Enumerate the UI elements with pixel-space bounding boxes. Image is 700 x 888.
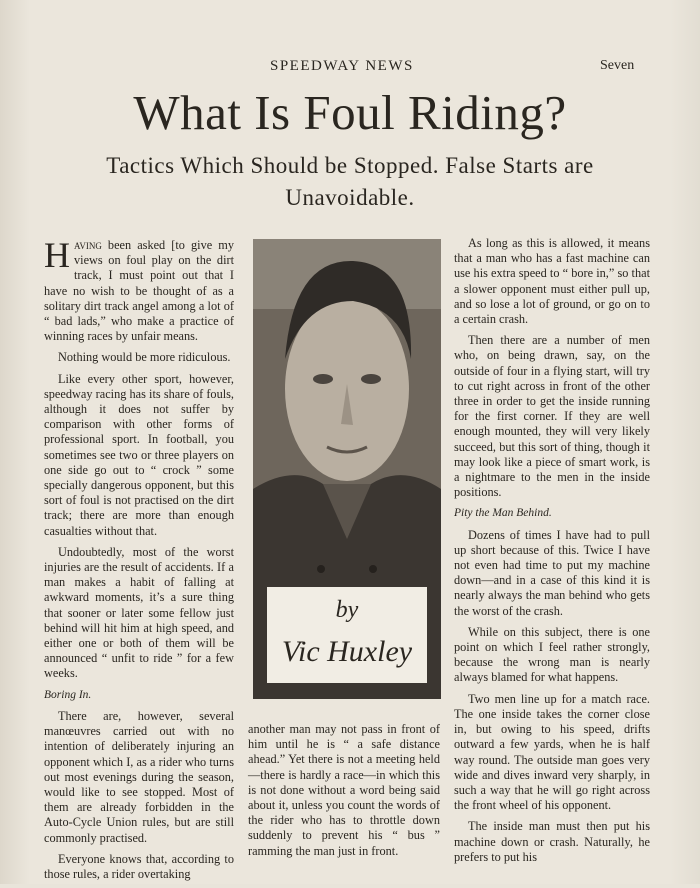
paragraph: While on this subject, there is one point on which I feel rather strongly, because the wrong man is nearly always blamed for what happens. [454,624,650,685]
drop-cap: H [44,235,70,275]
paragraph: Everyone knows that, according to those rules, a rider overtaking [44,851,234,881]
paragraph: Undoubtedly, most of the worst injuries are the result of accidents. If a man makes a habit of falling at awkward moments, it’s a sure thing that sooner or later some fellow just behind will hit him at high speed, and either one or both of them will be announced “ unfit to ride ” for a few weeks. [44,544,234,681]
paragraph: Two men line up for a match race. The one inside takes the corner close in, but owing to his speed, drifts outward a few yards, when he is half way round. The outside man goes very wide and dives inward very sharply, in such a way that he will go right across the front wheel of his opponent. [454,691,650,813]
section-subhead: Boring In. [44,688,92,701]
text-column-3 [454,236,650,871]
paragraph: Dozens of times I have had to pull up short because of this. Twice I have not even had time to put my machine down—and in a case of this kind it is nearly always the man behind who gets the worst of the crash. [454,527,650,618]
paragraph: The inside man must then put his machine down or crash. Naturally, he prefers to put his [454,819,650,864]
byline-by: by [335,597,359,623]
article-title: What Is Foul Riding? [133,85,567,140]
lead-smallcaps: aving [74,238,102,252]
paragraph [44,235,234,344]
section-subhead: Pity the Man Behind. [454,507,552,520]
paragraph: Then there are a number of men who, on being drawn, say, on the outside of four in a flying start, will try to cut right across in front of the other three in order to get the inside running for the first corner. If they are well enough mounted, they will very likely succeed, but this sort of thing, though it may look like a piece of smart work, is a nightmare to the men in the inside positions. [454,333,650,500]
text-column-1 [44,235,234,888]
page-number: Seven [600,58,635,73]
portrait-photo [253,239,441,699]
magazine-name: SPEEDWAY NEWS [270,58,414,74]
paragraph: Like every other sport, however, speedway racing has its share of fouls, although it does not suffer by comparison with other forms of professional sport. In football, you sometimes see two or three players on one side go out to “ crock ” some specially dangerous opponent, but this sort of foul is not practised on the dirt track; there are more than enough casualties without that. [44,371,234,538]
text-column-2 [248,722,440,865]
paragraph: another man may not pass in front of him until he is “ a safe distance ahead.” Yet there is not a meeting held—there is hardly a race—in which this is not done without a word being said about it, unless you count the words of the rider who has to throttle down suddenly to prevent his “ bus ” ramming the man just in front. [248,722,440,858]
article-subtitle: Tactics Which Should be Stopped. False Starts are Unavoidable. [106,153,594,210]
byline-author: Vic Huxley [281,635,413,668]
byline-box [267,587,427,683]
paragraph: There are, however, several manœuvres carried out with no intention of deliberately injuring an opponent which I, as a rider who turns out most evenings during the season, would like to see stopped. Most of them are already forbidden in the Auto-Cycle Union rules, but are still commonly practised. [44,708,234,845]
running-head [0,58,700,78]
paragraph: Nothing would be more ridiculous. [58,350,231,365]
paragraph-text: been asked [to give my views on foul play on the dirt track, I must point out that I have no wish to be thought of as a solitary dirt track angel among a lot of “ bad lads,” who make a practice of winning races by unfair means. [44,238,234,344]
paragraph: As long as this is allowed, it means that a man who has a fast machine can use his extra speed to “ bore in,” so that a slower opponent must either pull up, and so lose a lot of ground, or go on to a certain crash. [454,236,650,327]
